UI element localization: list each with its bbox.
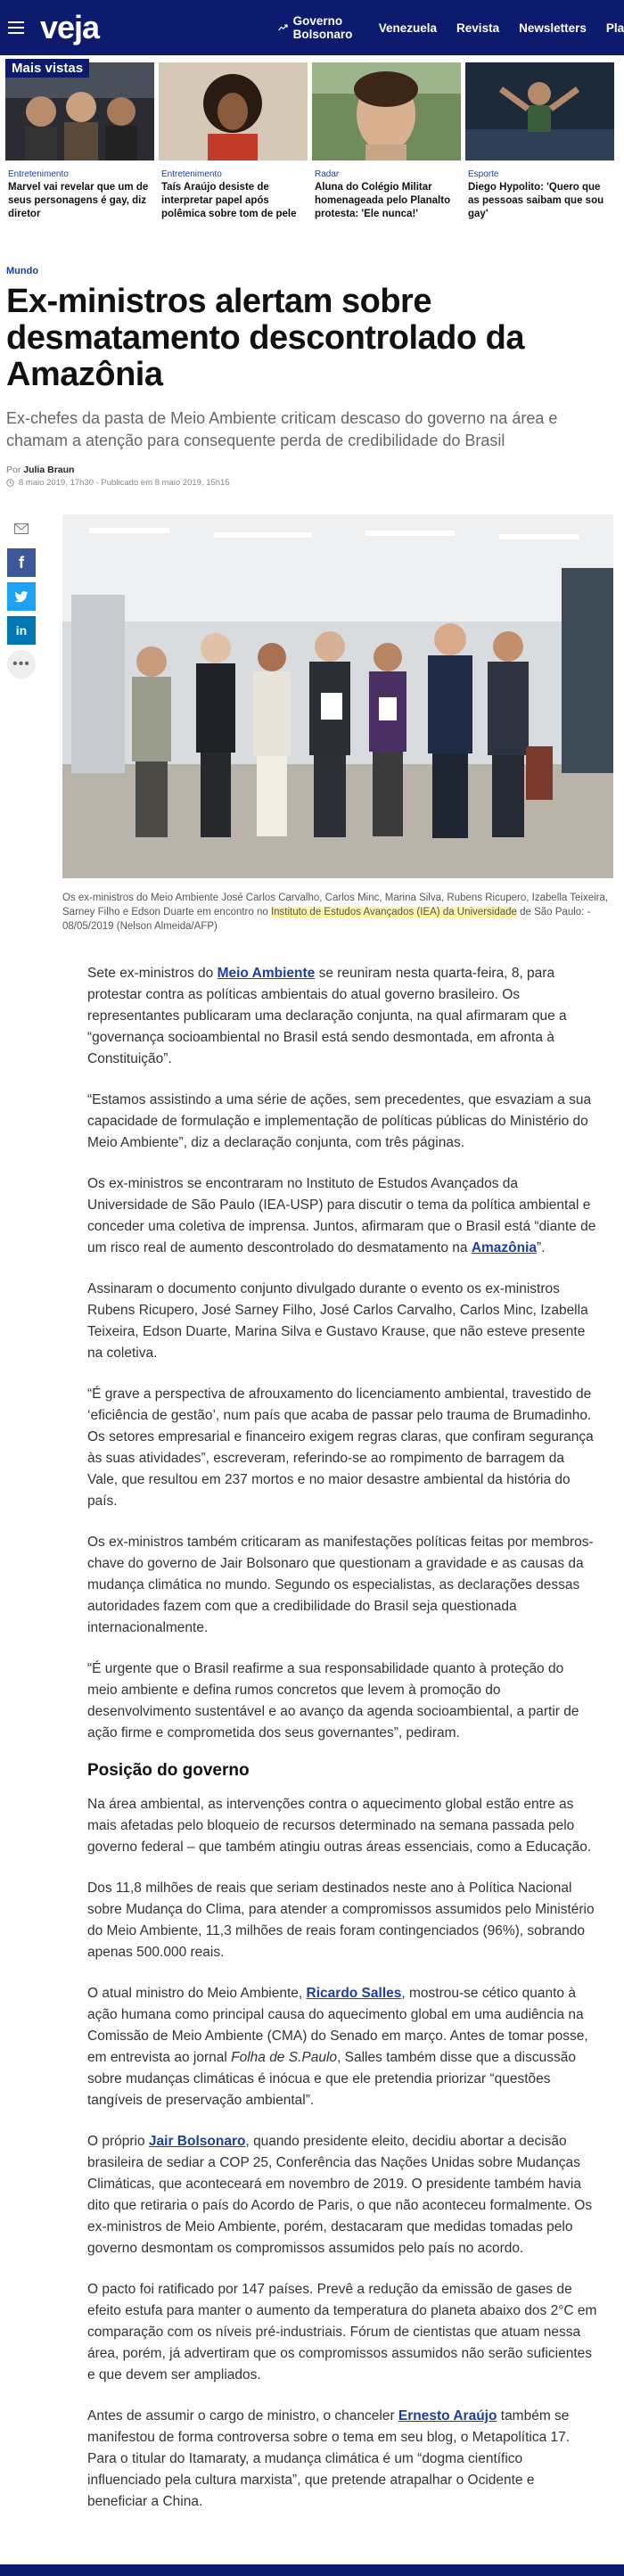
link-ernesto-araujo[interactable]: Ernesto Araújo	[398, 2408, 497, 2424]
section-heading: Posição do governo	[87, 1761, 250, 1780]
most-viewed-category: Entretenimento	[161, 169, 222, 179]
linkedin-share-button[interactable]	[7, 616, 36, 645]
caption-highlight: Instituto de Estudos Avançados (IEA) da Universidade	[270, 907, 517, 918]
text: Os ex-ministros se encontraram no Instituto de Estudos Avançados da Universidade de São Paulo (IEA-USP) para discutir o tema da política ambiental e conceder uma coletiva de imprensa. Juntos, afirmaram que o Brasil está “diante de um risco real de aumento descontrolado do desmatamento na	[87, 1176, 596, 1255]
email-share-button[interactable]	[7, 514, 36, 543]
most-viewed-thumbnail	[312, 62, 461, 160]
most-viewed-card[interactable]	[312, 62, 461, 221]
most-viewed-title: Diego Hypolito: 'Quero que as pessoas saibam que sou gay'	[468, 182, 604, 219]
veja-logo[interactable]: veja	[40, 9, 100, 45]
author-name[interactable]: Julia Braun	[23, 465, 75, 475]
article-photo	[62, 514, 613, 878]
byline-prefix: Por	[6, 465, 21, 475]
more-dots-icon: •••	[12, 656, 30, 671]
top-bar	[0, 0, 624, 55]
most-viewed-category: Esporte	[468, 169, 499, 179]
text: Antes de assumir o cargo de ministro, o chanceler	[87, 2408, 398, 2424]
caption-text: Os ex-ministros do Meio Ambiente José Carlos Carvalho, Carlos Minc, Marina Silva, Rubens Ricupero, Izabella Teixeira, Sarney Filho e Edson Duarte em encontro no	[62, 893, 609, 918]
most-viewed-title: Aluna do Colégio Militar homenageada pelo Planalto protesta: 'Ele nunca!'	[315, 182, 451, 219]
most-viewed-strip	[0, 62, 624, 232]
text: O atual ministro do Meio Ambiente,	[87, 1986, 307, 2001]
most-viewed-title: Marvel vai revelar que um de seus personagens é gay, diz diretor	[8, 182, 149, 219]
twitter-share-button[interactable]	[7, 582, 36, 611]
linkedin-icon: in	[15, 623, 28, 638]
most-viewed-thumbnail	[159, 62, 308, 160]
link-amazonia[interactable]: Amazônia	[471, 1240, 538, 1255]
most-viewed-heading: Mais vistas	[5, 59, 89, 78]
paragraph	[87, 2131, 597, 2259]
dates-text: 8 maio 2019, 17h30 - Publicado em 8 maio 2019, 15h15	[19, 478, 230, 488]
paragraph: Na área ambiental, as intervenções contra o aquecimento global estão entre as mais afetadas pelo bloqueio de recursos determinado na semana passada pelo governo federal – que também atingiu outras áreas essenciais, como a Educação.	[87, 1797, 592, 1855]
link-jair-bolsonaro[interactable]: Jair Bolsonaro	[148, 2134, 246, 2149]
photo-caption	[62, 891, 613, 934]
paragraph: Dos 11,8 milhões de reais que seriam destinados neste ano à Política Nacional sobre Mudança do Clima, para atender a compromissos assumidos pelo Ministério do Meio Ambiente, 11,3 milhões de reais foram contingenciados (96%), sobrando apenas 500.000 reais.	[87, 1881, 595, 1960]
text: também se manifestou de forma controversa sobre o tema em seu blog, o Metapolítica 17. Para o titular do Itamaraty, a mudança climática é um “dogma científico influenciado pela cultura marxista”, que pretende atrapalhar o Ocidente e beneficiar a China.	[87, 2408, 571, 2509]
text: , mostrou-se cético quanto à ação humana como principal causa do aquecimento global em uma audiência na Comissão de Meio Ambiente (CMA) do Senado em março. Antes de tomar posse, em entrevista ao jornal	[87, 1986, 588, 2065]
more-share-button[interactable]	[7, 650, 36, 679]
most-viewed-title: Taís Araújo desiste de interpretar papel após polêmica sobre tom de pele	[161, 182, 297, 219]
nav-item-venezuela[interactable]: Venezuela	[378, 21, 438, 35]
text: ”.	[537, 1240, 546, 1255]
most-viewed-card[interactable]	[5, 62, 154, 221]
byline	[6, 465, 74, 475]
caption-text: de São Paulo: - 08/05/2019 (Nelson Almeida/AFP)	[62, 907, 591, 932]
most-viewed-thumbnail	[465, 62, 614, 160]
text: O próprio	[87, 2134, 149, 2149]
facebook-share-button[interactable]	[7, 548, 36, 577]
article-headline: Ex-ministros alertam sobre desmatamento descontrolado da Amazônia	[6, 283, 524, 393]
menu-icon[interactable]	[8, 21, 24, 34]
text: se reuniram nesta quarta-feira, 8, para protestar contra as políticas ambientais do atual governo brasileiro. Os representantes publicaram uma declaração conjunta, na qual afirmaram que a “governança socioambiental no Brasil está sendo desmontada, em afronta à Constituição”.	[87, 966, 567, 1066]
paragraph: Assinaram o documento conjunto divulgado durante o evento os ex-ministros Rubens Ricupero, José Sarney Filho, José Carlos Carvalho, Carlos Minc, Izabella Teixeira, Edson Duarte, Marina Silva e Gustavo Krause, que não esteve presente na coletiva.	[87, 1281, 588, 1361]
nav-label: Governo Bolsonaro	[292, 14, 353, 41]
trending-icon	[278, 22, 288, 33]
twitter-icon	[14, 591, 29, 603]
facebook-icon: f	[19, 553, 24, 572]
most-viewed-category: Entretenimento	[8, 169, 69, 179]
article-subtitle: Ex-chefes da pasta de Meio Ambiente criticam descaso do governo na área e chamam a atenção para consequente perda de credibilidade do Brasil	[6, 409, 558, 449]
newspaper-name: Folha de S.Paulo	[231, 2050, 338, 2065]
most-viewed-category: Radar	[315, 169, 340, 179]
text: , Salles também disse que a discussão sobre mudanças climáticas é inócua e que ele pretendia priorizar “questões tangíveis de preservação ambiental”.	[87, 2050, 576, 2108]
paragraph: “Estamos assistindo a uma série de ações, sem precedentes, que esvaziam a sua capacidade de formulação e implementação de políticas públicas do Ministério do Meio Ambiente”, diz a declaração conjunta, com três páginas.	[87, 1092, 592, 1150]
publish-dates	[6, 478, 230, 488]
paragraph	[87, 963, 597, 1070]
top-nav	[278, 0, 624, 55]
paragraph: “É urgente que o Brasil reafirme a sua responsabilidade quanto à proteção do meio ambiente e defina rumos concretos que levem à promoção do desenvolvimento sustentável e ao avanço da agenda socioambiental, a partir de ação firme e comprometida dos seus governantes”, pediram.	[87, 1661, 579, 1741]
most-viewed-card[interactable]	[465, 62, 614, 221]
paragraph	[87, 1983, 597, 2111]
paragraph: Os ex-ministros também criticaram as manifestações políticas feitas por membros-chave do governo de Jair Bolsonaro que questionam a gravidade e as causas da mudança climática no mundo. Segundo os especialistas, as declarações dessas autoridades fazem com que a credibilidade do Brasil seja questionada internacionalmente.	[87, 1535, 594, 1635]
paragraph	[87, 2406, 597, 2513]
most-viewed-card[interactable]	[159, 62, 308, 221]
nav-item-more[interactable]: Pla	[605, 21, 624, 35]
share-bar	[7, 514, 37, 679]
nav-item-governo-bolsonaro[interactable]	[278, 14, 359, 41]
link-meio-ambiente[interactable]: Meio Ambiente	[217, 966, 316, 981]
paragraph: “É grave a perspectiva de afrouxamento do licenciamento ambiental, travestido de ‘eficiência de gestão’, num país que acaba de passar pelo trauma de Brumadinho. Os setores empresarial e financeiro exigem regras claras, que confiram segurança às suas atividades”, escreveram, referindo-se ao rompimento de barragem da Vale, que resultou em 237 mortos e no maior desastre ambiental da história do país.	[87, 1387, 594, 1509]
footer-bar	[0, 2564, 624, 2576]
text: , quando presidente eleito, decidiu abortar a decisão brasileira de sediar a COP 25, Conferência das Nações Unidas sobre Mudanças Climáticas, que aconteceará em novembro de 2019. O presidente também havia dito que retiraria o país do Acordo de Paris, o que não aconteceu formalmente. Os ex-ministros de Meio Ambiente, porém, destacaram que medidas tomadas pelo governo desmontam os compromissos assumidos pelo país no acordo.	[87, 2134, 593, 2256]
email-icon	[14, 523, 29, 534]
link-ricardo-salles[interactable]: Ricardo Salles	[306, 1986, 402, 2001]
article-body	[87, 963, 597, 2532]
section-label[interactable]: Mundo	[6, 266, 39, 276]
text: Sete ex-ministros do	[87, 966, 218, 981]
nav-item-newsletters[interactable]: Newsletters	[519, 21, 587, 35]
clock-icon	[6, 479, 14, 487]
nav-item-revista[interactable]: Revista	[456, 21, 500, 35]
paragraph: O pacto foi ratificado por 147 países. Prevê a redução da emissão de gases de efeito estufa para manter o aumento da temperatura do planeta abaixo dos 2°C em comparação com os níveis pré-industriais. Fórum de cientistas que atuam nessa área, porém, já advertiram que os compromissos assumidos não serão suficientes e que devem ser ampliados.	[87, 2282, 597, 2383]
paragraph	[87, 1173, 597, 1259]
